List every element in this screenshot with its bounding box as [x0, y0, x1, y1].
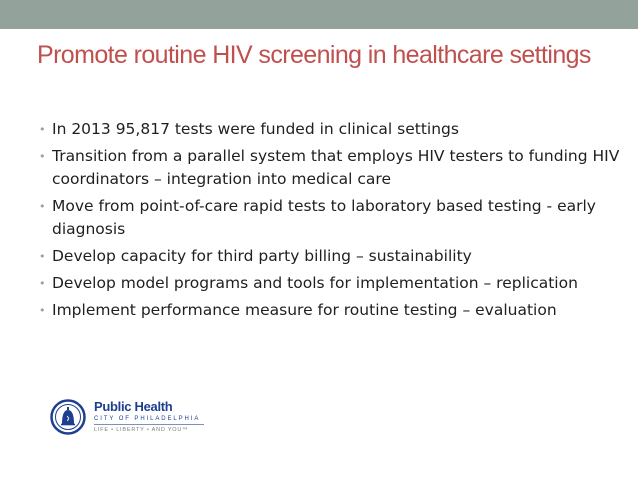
- bullet-item: [39, 299, 624, 322]
- liberty-bell-seal-icon: [50, 399, 86, 435]
- bullet-item: [39, 272, 624, 295]
- top-accent-band: [0, 0, 638, 29]
- bullet-item: [39, 118, 624, 141]
- bullet-text: In 2013 95,817 tests were funded in clinical settings: [52, 120, 459, 138]
- public-health-logo: [50, 398, 240, 442]
- logo-name: Public Health: [94, 399, 173, 414]
- bullet-dot-icon: •: [39, 304, 46, 317]
- bullet-dot-icon: •: [39, 200, 46, 213]
- bullet-text: Develop capacity for third party billing – sustainability: [52, 247, 472, 265]
- bullet-dot-icon: •: [39, 250, 46, 263]
- logo-city: CITY OF PHILADELPHIA: [94, 416, 201, 422]
- bullet-text: Develop model programs and tools for implementation – replication: [52, 274, 578, 292]
- bullet-dot-icon: •: [39, 277, 46, 290]
- bullet-dot-icon: •: [39, 123, 46, 136]
- bullet-item: [39, 145, 624, 191]
- logo-divider: [94, 424, 204, 425]
- slide-title: Promote routine HIV screening in healthcare settings: [37, 41, 591, 69]
- bullet-item: [39, 195, 624, 241]
- bullet-text: Transition from a parallel system that employs HIV testers to funding HIV coordinators – integration into medical care: [52, 147, 620, 188]
- bullet-text: Move from point-of-care rapid tests to laboratory based testing - early diagnosis: [52, 197, 596, 238]
- bullet-list: [39, 118, 624, 326]
- bullet-dot-icon: •: [39, 150, 46, 163]
- bullet-item: [39, 245, 624, 268]
- logo-tagline: LIFE • LIBERTY • AND YOU™: [94, 427, 189, 433]
- bullet-text: Implement performance measure for routine testing – evaluation: [52, 301, 557, 319]
